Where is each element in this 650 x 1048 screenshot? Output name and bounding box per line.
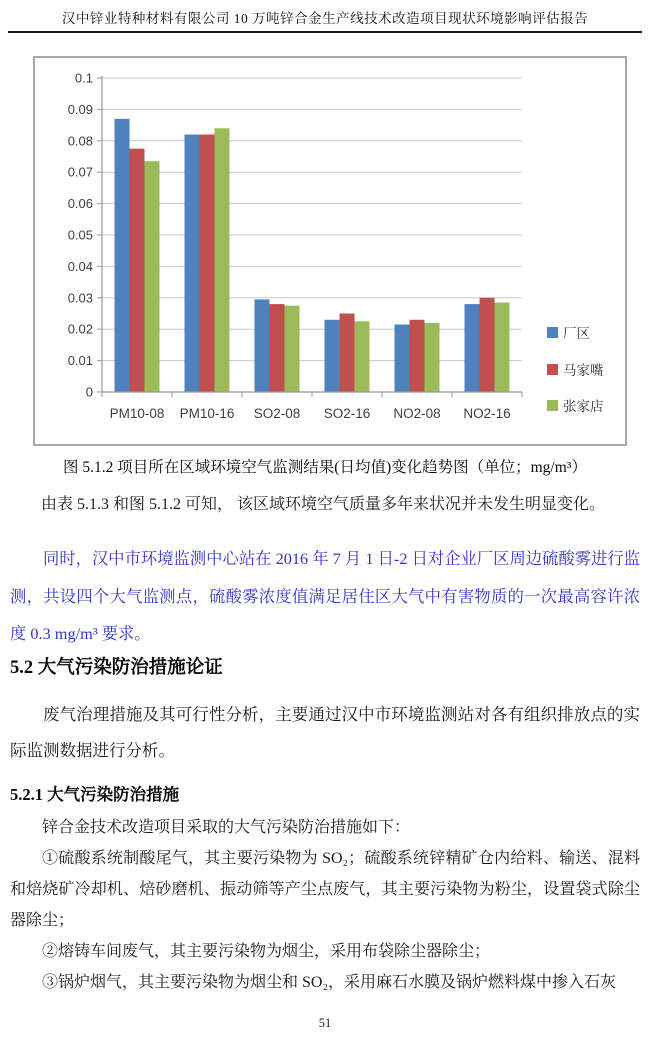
legend-swatch-张家店 [547, 400, 558, 411]
bar-厂区-SO2-16 [325, 320, 340, 392]
x-category-label: NO2-08 [393, 406, 441, 421]
legend-swatch-厂区 [547, 327, 558, 338]
bar-张家店-NO2-16 [495, 303, 510, 392]
y-tick-label: 0 [85, 384, 93, 400]
bar-张家店-NO2-08 [425, 323, 440, 392]
y-tick-label: 0.07 [67, 164, 93, 180]
bar-chart-svg [35, 58, 625, 444]
bar-厂区-SO2-08 [255, 299, 270, 392]
bar-马家嘴-PM10-16 [200, 135, 215, 392]
y-tick-label: 0.05 [67, 227, 93, 243]
bar-马家嘴-SO2-16 [340, 314, 355, 393]
x-category-label: PM10-08 [109, 406, 165, 421]
x-category-label: NO2-16 [463, 406, 511, 421]
y-tick-label: 0.1 [74, 70, 93, 86]
figure-5-1-2-chart [33, 56, 627, 446]
bar-厂区-NO2-16 [465, 304, 480, 392]
y-tick-label: 0.08 [67, 133, 93, 149]
x-category-label: SO2-08 [253, 406, 301, 421]
section-5-2-paragraph: 废气治理措施及其可行性分析，主要通过汉中市环境监测站对各有组织排放点的实际监测数据进行分析。 [10, 705, 640, 760]
bar-张家店-SO2-08 [285, 306, 300, 392]
header-title: 汉中锌业特种材料有限公司 10 万吨锌合金生产线技术改造项目现状环境影响评估报告 [61, 11, 589, 26]
bar-马家嘴-SO2-08 [270, 304, 285, 392]
header-divider [8, 31, 642, 33]
measures-list [10, 812, 640, 998]
measure-item-3: ③锅炉烟气，其主要污染物为烟尘和 SO₂，采用麻石水膜及锅炉燃料煤中掺入石灰 [42, 974, 617, 991]
bar-厂区-PM10-16 [185, 135, 200, 392]
y-tick-label: 0.01 [67, 353, 93, 369]
y-tick-label: 0.03 [67, 290, 93, 306]
x-category-label: PM10-16 [179, 406, 235, 421]
paragraph-sulfuric-mist-note: 同时，汉中市环境监测中心站在 2016 年 7 月 1 日-2 日对企业厂区周边硫酸雾进行监测，共设四个大气监测点，硫酸雾浓度值满足居住区大气中有害物质的一次最高容许浓度 0.3 mg/m³ 要求。 [10, 549, 640, 643]
legend-label-马家嘴: 马家嘴 [563, 363, 604, 378]
y-tick-label: 0.06 [67, 196, 93, 212]
figure-caption: 图 5.1.2 项目所在区域环境空气监测结果(日均值)变化趋势图（单位；mg/m³） [63, 459, 587, 476]
x-category-label: SO2-16 [323, 406, 371, 421]
legend-swatch-马家嘴 [547, 364, 558, 375]
y-tick-label: 0.04 [67, 258, 93, 274]
page-number: 51 [318, 1016, 332, 1030]
bar-张家店-PM10-16 [215, 128, 230, 392]
bar-厂区-PM10-08 [115, 119, 130, 392]
section-5-2-1-heading: 5.2.1 大气污染防治措施 [10, 785, 180, 804]
measure-item-1: ①硫酸系统制酸尾气，其主要污染物为 SO₂；硫酸系统锌精矿仓内给料、输送、混料和焙烧矿冷却机、焙砂磨机、振动筛等产尘点废气，其主要污染物为粉尘，设置袋式除尘器除尘； [10, 850, 640, 929]
measures-intro: 锌合金技术改造项目采取的大气污染防治措施如下： [42, 819, 411, 836]
bar-张家店-PM10-08 [145, 161, 160, 392]
section-5-2-heading: 5.2 大气污染防治措施论证 [10, 658, 223, 678]
legend-label-张家店: 张家店 [563, 399, 604, 414]
bar-厂区-NO2-08 [395, 324, 410, 392]
y-tick-label: 0.09 [67, 101, 93, 117]
bar-马家嘴-NO2-16 [480, 298, 495, 392]
y-tick-label: 0.02 [67, 321, 93, 337]
paragraph-conclusion: 由表 5.1.3 和图 5.1.2 可知， 该区域环境空气质量多年来状况并未发生明显变化。 [41, 496, 606, 513]
bar-马家嘴-NO2-08 [410, 320, 425, 392]
legend-label-厂区: 厂区 [563, 326, 590, 341]
bar-马家嘴-PM10-08 [130, 149, 145, 392]
bar-张家店-SO2-16 [355, 321, 370, 392]
measure-item-2: ②熔铸车间废气，其主要污染物为烟尘，采用布袋除尘器除尘； [42, 943, 491, 960]
